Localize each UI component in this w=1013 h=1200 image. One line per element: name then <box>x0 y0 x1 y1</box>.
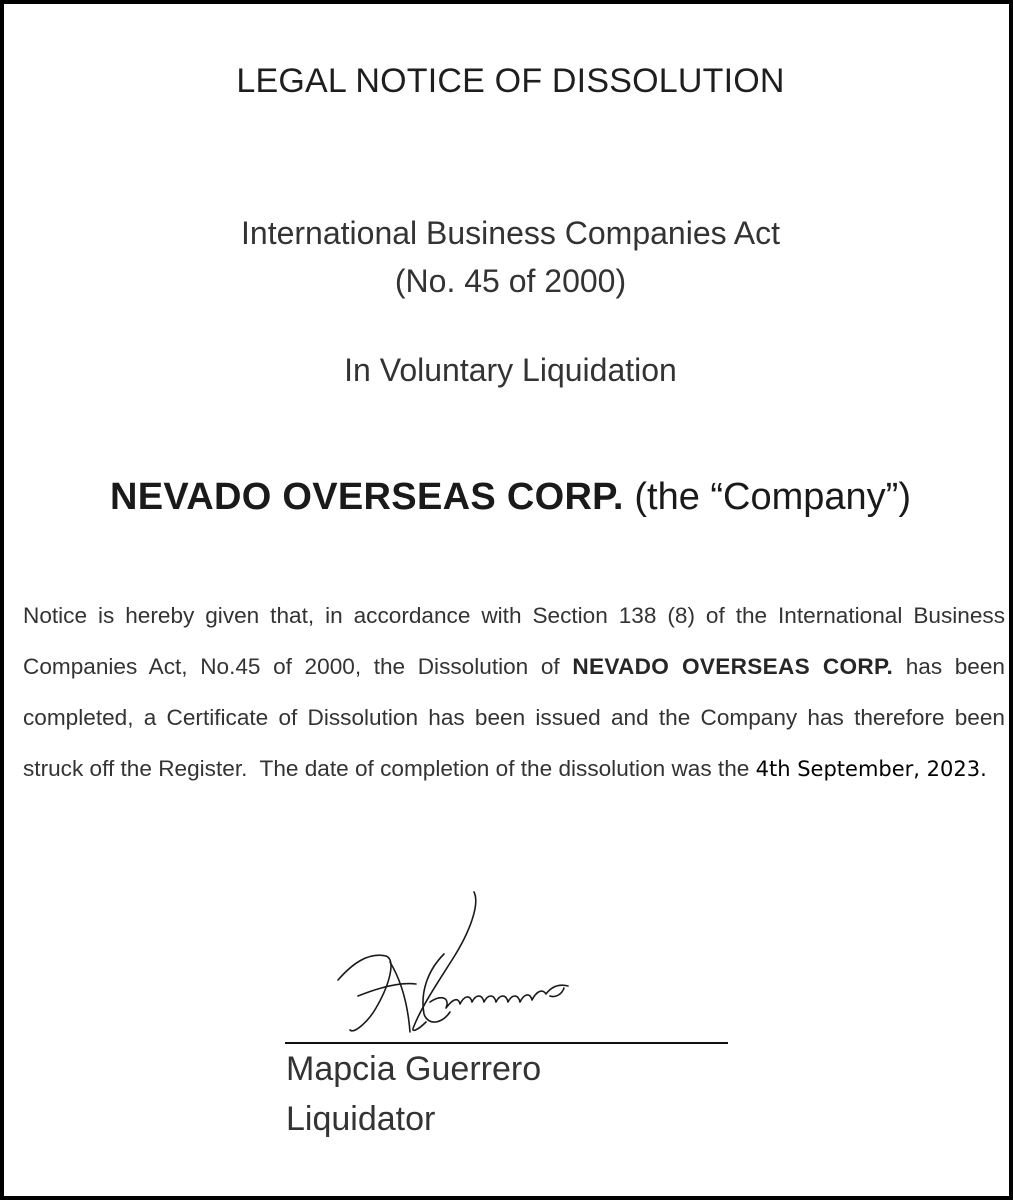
notice-body-part1: Notice is hereby given that, in accordance with Section 138 (8) of the International Business Companies Act, No.45 of 2000, the Dissolution of <box>23 603 1005 679</box>
company-heading <box>4 476 1013 519</box>
company-alias: (the “Company”) <box>634 476 911 518</box>
notice-body <box>23 590 1005 795</box>
notice-body-part2: has been completed, a Certificate of Dissolution has been issued and the Company has therefore been struck off the Register. The date of completion of the dissolution was the <box>23 654 1005 781</box>
company-name: NEVADO OVERSEAS CORP. <box>110 476 624 518</box>
liquidator-signature <box>324 884 594 1044</box>
signature-line <box>285 1042 728 1044</box>
completion-date: 4th September, 2023. <box>755 757 987 781</box>
notice-body-company-name: NEVADO OVERSEAS CORP. <box>572 654 894 679</box>
act-heading <box>4 209 1013 305</box>
act-number: (No. 45 of 2000) <box>394 263 627 299</box>
liquidation-status: In Voluntary Liquidation <box>344 352 677 388</box>
signer-name: Mapcia Guerrero <box>286 1050 542 1088</box>
signer-role: Liquidator <box>286 1100 436 1138</box>
notice-title: LEGAL NOTICE OF DISSOLUTION <box>236 62 785 100</box>
act-name: International Business Companies Act <box>241 215 780 251</box>
